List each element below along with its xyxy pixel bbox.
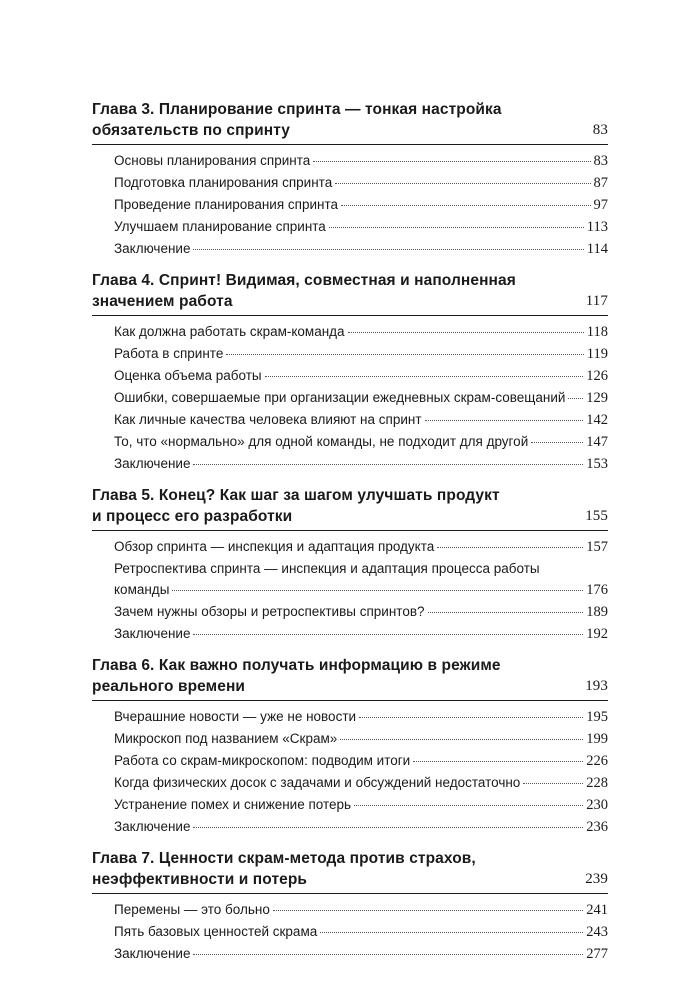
dot-leader (320, 932, 583, 933)
toc-entry-page-number: 114 (586, 241, 608, 257)
toc-entry-page-number: 192 (586, 626, 608, 642)
toc-entry-text: Обзор спринта — инспекция и адаптация продукта (114, 539, 435, 554)
toc-entry-page-number: 147 (586, 434, 608, 450)
chapter-section (92, 99, 608, 260)
chapter-divider (92, 315, 608, 316)
dot-leader (193, 249, 583, 250)
chapter-page-number: 239 (585, 871, 608, 887)
toc-entry-text: команды (114, 582, 170, 597)
toc-entry-text: Работа со скрам-микроскопом: подводим итоги (114, 753, 411, 768)
chapter-title-last-line[interactable] (92, 120, 608, 141)
toc-entry-page-number: 157 (586, 539, 608, 555)
chapter-title-last-line[interactable] (92, 291, 608, 312)
toc-entry-page-number: 189 (586, 604, 608, 620)
chapter-title-line: Глава 6. Как важно получать информацию в режиме (92, 657, 501, 674)
toc-entry[interactable] (92, 172, 608, 194)
toc-entry[interactable] (92, 816, 608, 838)
toc-entry[interactable] (92, 943, 608, 965)
toc-entry-text: Заключение (114, 241, 191, 256)
toc-entry[interactable] (92, 150, 608, 172)
toc-entry-page-number: 113 (586, 219, 608, 235)
toc-entry-text: Заключение (114, 819, 191, 834)
toc-entry[interactable] (92, 794, 608, 816)
toc-entry-page-number: 243 (586, 924, 608, 940)
toc-entry[interactable] (92, 453, 608, 475)
toc-entry[interactable] (92, 750, 608, 772)
toc-entry-page-number: 228 (586, 775, 608, 791)
toc-entry-page-number: 87 (593, 175, 608, 191)
toc-entry-text: Работа в спринте (114, 346, 224, 361)
toc-entry-text: Заключение (114, 456, 191, 471)
dot-leader (523, 783, 583, 784)
toc-entry[interactable] (92, 601, 608, 623)
toc-entry[interactable] (92, 194, 608, 216)
dot-leader (193, 634, 583, 635)
chapter-title-line: Глава 5. Конец? Как шаг за шагом улучшать продукт (92, 487, 500, 504)
chapter-section (92, 655, 608, 838)
toc-entry[interactable] (92, 321, 608, 343)
toc-entry-page-number: 236 (586, 819, 608, 835)
toc-entry-page-number: 230 (586, 797, 608, 813)
toc-entry-text: Как личные качества человека влияют на спринт (114, 412, 422, 427)
toc-entry[interactable] (92, 238, 608, 260)
chapter-page-number: 193 (585, 678, 608, 694)
dot-leader (329, 227, 584, 228)
toc-entry[interactable] (92, 431, 608, 453)
toc-entry[interactable] (92, 409, 608, 431)
toc-entry[interactable] (92, 899, 608, 921)
chapter-section (92, 848, 608, 965)
chapter-divider (92, 530, 608, 531)
toc-entry-page-number: 129 (586, 390, 608, 406)
toc-entry[interactable] (92, 772, 608, 794)
chapter-divider (92, 893, 608, 894)
dot-leader (265, 376, 584, 377)
toc-entry-text: Ошибки, совершаемые при организации ежедневных скрам-совещаний (114, 390, 566, 405)
toc-entry[interactable] (92, 623, 608, 645)
toc-entry-text: То, что «нормально» для одной команды, не подходит для другой (114, 434, 529, 449)
chapter-divider (92, 700, 608, 701)
chapter-title-last-line[interactable] (92, 869, 608, 890)
toc-entry-text: Улучшаем планирование спринта (114, 219, 326, 234)
chapter-title-line: Глава 7. Ценности скрам-метода против страхов, (92, 850, 476, 867)
toc-entry-text: Микроскоп под названием «Скрам» (114, 731, 338, 746)
toc-entry-text: Проведение планирования спринта (114, 197, 338, 212)
toc-entry-page-number: 142 (586, 412, 608, 428)
dot-leader (193, 954, 583, 955)
chapter-title-line: значением работа (92, 293, 233, 310)
dot-leader (348, 332, 584, 333)
toc-entry-text: Перемены — это больно (114, 902, 270, 917)
toc-entry-text: Вчерашние новости — уже не новости (114, 709, 357, 724)
chapter-page-number: 83 (592, 122, 608, 138)
toc-entry-page-number: 195 (586, 709, 608, 725)
chapter-divider (92, 144, 608, 145)
chapter-title-line: Глава 3. Планирование спринта — тонкая настройка (92, 101, 502, 118)
chapter-title-line: неэффективности и потерь (92, 871, 308, 888)
dot-leader (273, 910, 583, 911)
toc-entry-page-number: 83 (593, 153, 608, 169)
dot-leader (437, 547, 583, 548)
dot-leader (428, 612, 584, 613)
dot-leader (193, 827, 583, 828)
toc-entry-page-number: 277 (586, 946, 608, 962)
toc-entry-page-number: 226 (586, 753, 608, 769)
chapter-page-number: 155 (585, 508, 608, 524)
chapter-title-last-line[interactable] (92, 506, 608, 527)
chapter-title-last-line[interactable] (92, 676, 608, 697)
toc-entry-page-number: 119 (586, 346, 608, 362)
toc-entry-text: Заключение (114, 626, 191, 641)
toc-entry-text: Заключение (114, 946, 191, 961)
toc-entry-page-number: 176 (586, 582, 608, 598)
dot-leader (313, 161, 590, 162)
toc-entry[interactable] (92, 216, 608, 238)
toc-entry-text: Зачем нужны обзоры и ретроспективы спринтов? (114, 604, 425, 619)
dot-leader (341, 205, 591, 206)
toc-entry-text: Пять базовых ценностей скрама (114, 924, 318, 939)
toc-entry-text: Подготовка планирования спринта (114, 175, 333, 190)
dot-leader (531, 442, 583, 443)
dot-leader (193, 464, 583, 465)
toc-entry-page-number: 118 (586, 324, 608, 340)
table-of-contents (92, 99, 608, 975)
toc-entry-page-number: 126 (586, 368, 608, 384)
toc-entry[interactable] (92, 536, 608, 558)
toc-entry-text: Устранение помех и снижение потерь (114, 797, 352, 812)
toc-entry[interactable] (92, 365, 608, 387)
toc-entry[interactable] (92, 921, 608, 943)
toc-entry-page-number: 153 (586, 456, 608, 472)
dot-leader (354, 805, 583, 806)
toc-entry-text: Основы планирования спринта (114, 153, 311, 168)
toc-entry-page-number: 199 (586, 731, 608, 747)
dot-leader (172, 590, 583, 591)
chapter-section (92, 270, 608, 475)
toc-entry[interactable] (92, 343, 608, 365)
dot-leader (425, 420, 584, 421)
toc-entry[interactable] (92, 387, 608, 409)
chapter-title-line: реального времени (92, 678, 246, 695)
toc-entry-page-number: 241 (586, 902, 608, 918)
chapter-page-number: 117 (585, 293, 608, 309)
toc-entry-text: Когда физических досок с задачами и обсуждений недостаточно (114, 775, 521, 790)
chapter-title-line: обязательств по спринту (92, 122, 291, 139)
toc-entry[interactable] (92, 728, 608, 750)
toc-entry-page-number: 97 (593, 197, 608, 213)
dot-leader (226, 354, 583, 355)
toc-entry[interactable] (92, 706, 608, 728)
toc-entry-text: Оценка объема работы (114, 368, 262, 383)
dot-leader (335, 183, 590, 184)
chapter-section (92, 485, 608, 645)
toc-entry[interactable] (92, 558, 608, 601)
dot-leader (340, 739, 583, 740)
chapter-title-line: и процесс его разработки (92, 508, 293, 525)
dot-leader (413, 761, 583, 762)
dot-leader (568, 398, 583, 399)
toc-entry-text: Как должна работать скрам-команда (114, 324, 345, 339)
dot-leader (359, 717, 583, 718)
toc-entry-text: Ретроспектива спринта — инспекция и адаптация процесса работы (114, 561, 540, 576)
chapter-title-line: Глава 4. Спринт! Видимая, совместная и наполненная (92, 272, 516, 289)
